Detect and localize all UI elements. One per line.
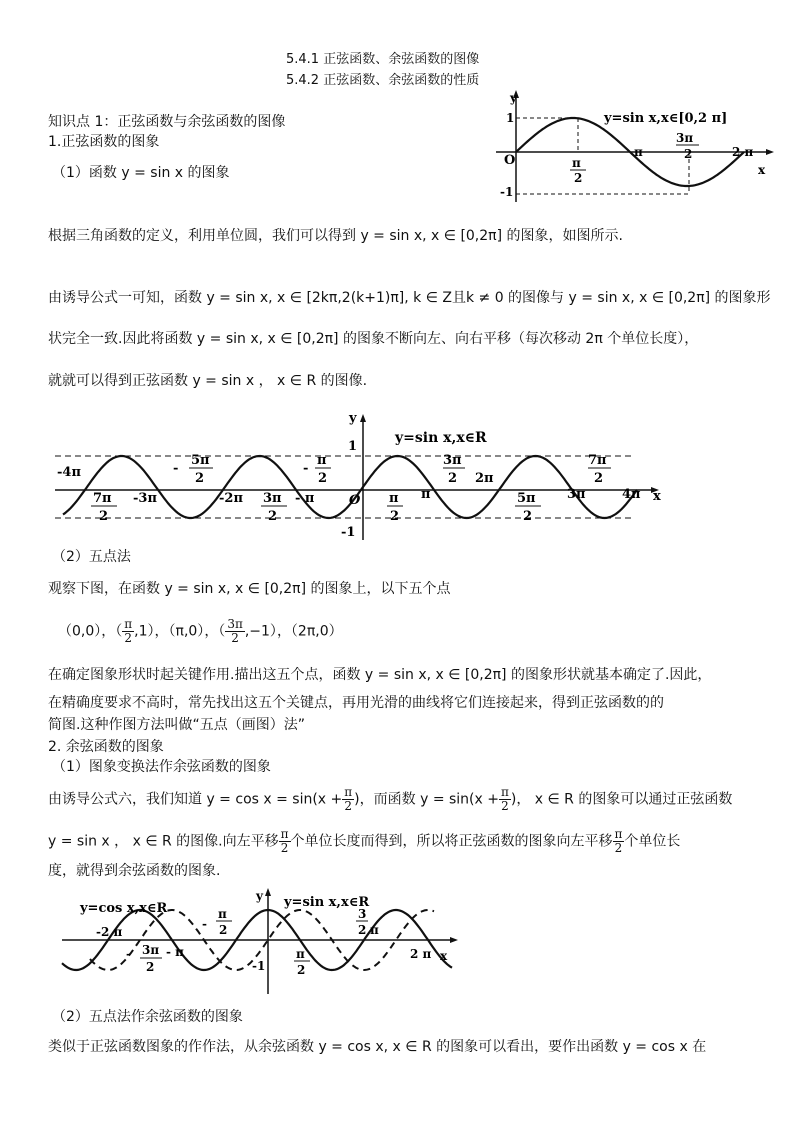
- g2-tick-5pi2-num: 5π: [517, 491, 536, 506]
- g2-x-label: x: [653, 489, 661, 504]
- para-unit-circle: 根据三角函数的定义，利用单位圆，我们可以得到 y = sin x, x ∈ [0,2π] 的图象，如图所示.: [48, 228, 623, 244]
- g3-tick-m1: -1: [252, 959, 266, 973]
- g1-caption: y=sin x,x∈[0,2 π]: [604, 111, 728, 126]
- frac-pi-2: $\frac{\pi}{2}$: [124, 617, 133, 645]
- g2-tick-m4pi: -4π: [57, 465, 81, 480]
- frac-3pi-2: $\frac{3\pi}{2}$: [227, 617, 243, 645]
- g3-tick-3pi2-den: 2: [358, 923, 367, 937]
- subheading-cosine: 2. 余弦函数的图象: [48, 739, 164, 755]
- knowledge-heading: 知识点 1：正弦函数与余弦函数的图像: [48, 114, 286, 130]
- point-1: （0,0）: [58, 623, 102, 640]
- g3-x-label: x: [440, 949, 448, 963]
- g3-tick-m3pi2-num: 3π: [142, 943, 160, 957]
- g3-cos-caption: y=cos x,x∈R: [80, 901, 168, 916]
- g2-ym1: -1: [341, 525, 356, 540]
- g2-tick-3pi2-num: 3π: [443, 453, 462, 468]
- graph-sine-0-2pi: [496, 92, 776, 204]
- g2-tick-3pi2-den: 2: [448, 471, 458, 486]
- para-key-1: 在确定图象形状时起关键作用.描出这五个点，函数 y = sin x, x ∈ [0,2π] 的图象形状就基本确定了.因此，: [48, 667, 712, 683]
- g3-tick-mpi: - π: [166, 945, 184, 959]
- g3-tick-mpi2-minus: -: [202, 917, 207, 931]
- g2-tick-m7pi2-num: 7π: [93, 491, 112, 506]
- g1-tick-3pi-2-num: 3π: [676, 131, 694, 145]
- g3-tick-2pi: 2 π: [410, 947, 432, 961]
- para-cos-similar: 类似于正弦函数图象的作作法，从余弦函数 y = cos x, x ∈ R 的图象可以看出，要作出函数 y = cos x 在: [48, 1039, 707, 1055]
- g1-tick-2pi: 2 π: [732, 145, 754, 159]
- g3-tick-pi2-num: π: [296, 947, 305, 961]
- g2-tick-m3pi2-den: 2: [268, 509, 278, 524]
- point-5: ，（2π,0）: [276, 623, 343, 640]
- g2-caption: y=sin x,x∈R: [395, 430, 487, 446]
- g2-tick-mpi2-minus: -: [303, 461, 309, 476]
- title-line-2: 5.4.2 正弦函数、余弦函数的性质: [286, 73, 480, 88]
- frac-pi-over-2-b: $\frac{\pi}{2}$: [500, 785, 509, 813]
- g2-origin: O: [349, 493, 361, 508]
- graph-sine-real: [55, 412, 670, 542]
- para-cos-graph: 度，就得到余弦函数的图象.: [48, 863, 221, 879]
- item-cos-transform: （1）图象变换法作余弦函数的图象: [52, 759, 271, 775]
- g1-y-label: y: [510, 91, 517, 105]
- g2-tick-4pi: 4π: [622, 487, 641, 502]
- point-sep: ，（: [101, 623, 123, 640]
- graph-cos-sin: [62, 888, 462, 998]
- frac-pi-over-2-d: $\frac{\pi}{2}$: [614, 827, 623, 855]
- g2-tick-m7pi2-den: 2: [99, 509, 109, 524]
- g3-tick-m3pi2-minus: -: [126, 947, 131, 961]
- para-induction-1: 由诱导公式一可知，函数 y = sin x, x ∈ [2kπ,2(k+1)π], k ∈ Z且k ≠ 0 的图像与 y = sin x, x ∈ [0,2π] 的图象形: [48, 290, 771, 306]
- g2-tick-2pi: 2π: [475, 471, 494, 486]
- five-points: [58, 618, 343, 645]
- g1-tick-3pi-2-den: 2: [684, 147, 693, 161]
- g3-y-label: y: [256, 889, 263, 903]
- point-2-tail: ,1）: [134, 623, 155, 640]
- g3-sin-caption: y=sin x,x∈R: [284, 895, 370, 910]
- g2-tick-3pi: 3π: [567, 487, 586, 502]
- g1-x-label: x: [758, 163, 766, 177]
- g3-tick-m3pi2-den: 2: [146, 960, 155, 974]
- para-key-2: 在精确度要求不高时，常先找出这五个关键点，再用光滑的曲线将它们连接起来，得到正弦函数的的: [48, 695, 664, 711]
- g3-tick-pi2-den: 2: [297, 963, 306, 977]
- g1-tick-m1: -1: [500, 185, 514, 199]
- g2-tick-mpi: - π: [295, 491, 315, 506]
- g2-tick-m5pi2-num: 5π: [191, 453, 210, 468]
- subheading-sine: 1.正弦函数的图象: [48, 134, 160, 150]
- g3-tick-3pi2-num: 3: [358, 907, 367, 921]
- g2-tick-pi2-num: π: [389, 491, 399, 506]
- g1-tick-pi-2-num: π: [572, 156, 581, 170]
- frac-pi-over-2-a: $\frac{\pi}{2}$: [344, 785, 353, 813]
- g1-tick-pi-2-den: 2: [574, 171, 583, 185]
- g2-tick-7pi2-den: 2: [594, 471, 604, 486]
- g2-tick-pi: π: [421, 487, 431, 502]
- point-sep-2: ，（: [204, 623, 226, 640]
- para-observe: 观察下图，在函数 y = sin x, x ∈ [0,2π] 的图象上，以下五个点: [48, 581, 451, 597]
- item-five-point: （2）五点法: [52, 549, 131, 565]
- para-key-3: 简图.这种作图方法叫做“五点（画图）法”: [48, 717, 305, 733]
- g2-tick-m5pi2-den: 2: [195, 471, 205, 486]
- g1-tick-1: 1: [506, 111, 515, 125]
- para-induction-six: 由诱导公式六，我们知道 y = cos x = sin(x + $\frac{\pi}{2}$ )，而函数 y = sin(x + $\frac{\pi}{2}$ )， x ∈ R 的图象可以通过正弦函数: [48, 785, 733, 813]
- g2-tick-m5pi2-minus: -: [173, 461, 179, 476]
- item-sine-graph: （1）函数 y = sin x 的图象: [52, 165, 230, 181]
- g3-tick-mpi2-den: 2: [219, 923, 228, 937]
- item-cos-five-point: （2）五点法作余弦函数的图象: [52, 1009, 243, 1025]
- g2-tick-m3pi: -3π: [133, 491, 157, 506]
- g3-tick-3pi2-pi: π: [370, 923, 379, 937]
- para-induction-2: 状完全一致.因此将函数 y = sin x, x ∈ [0,2π] 的图象不断向左、向右平移（每次移动 2π 个单位长度），: [48, 331, 699, 347]
- point-4-tail: ,−1）: [244, 623, 277, 640]
- g1-origin: O: [504, 153, 516, 168]
- frac-pi-over-2-c: $\frac{\pi}{2}$: [280, 827, 289, 855]
- g2-tick-7pi2-num: 7π: [588, 453, 607, 468]
- point-3: ，（π,0）: [154, 623, 205, 640]
- g2-y-label: y: [349, 411, 357, 426]
- para-shift: y = sin x ， x ∈ R 的图像.向左平移 $\frac{\pi}{2}$ 个单位长度而得到，所以将正弦函数的图象向左平移 $\frac{\pi}{2}$ 个单位长: [48, 827, 681, 855]
- g1-tick-pi: π: [634, 145, 643, 159]
- g3-tick-m2pi: -2 π: [96, 925, 123, 939]
- g2-tick-m3pi2-num: 3π: [263, 491, 282, 506]
- g2-tick-mpi2-den: 2: [318, 471, 328, 486]
- g3-tick-mpi2-num: π: [218, 907, 227, 921]
- g2-tick-pi2-den: 2: [390, 509, 400, 524]
- g2-y1: 1: [348, 439, 358, 454]
- g2-tick-m2pi: -2π: [219, 491, 243, 506]
- para-induction-3: 就就可以得到正弦函数 y = sin x ， x ∈ R 的图像.: [48, 373, 368, 389]
- g2-tick-5pi2-den: 2: [523, 509, 533, 524]
- title-line-1: 5.4.1 正弦函数、余弦函数的图像: [286, 52, 480, 67]
- g2-tick-mpi2-num: π: [317, 453, 327, 468]
